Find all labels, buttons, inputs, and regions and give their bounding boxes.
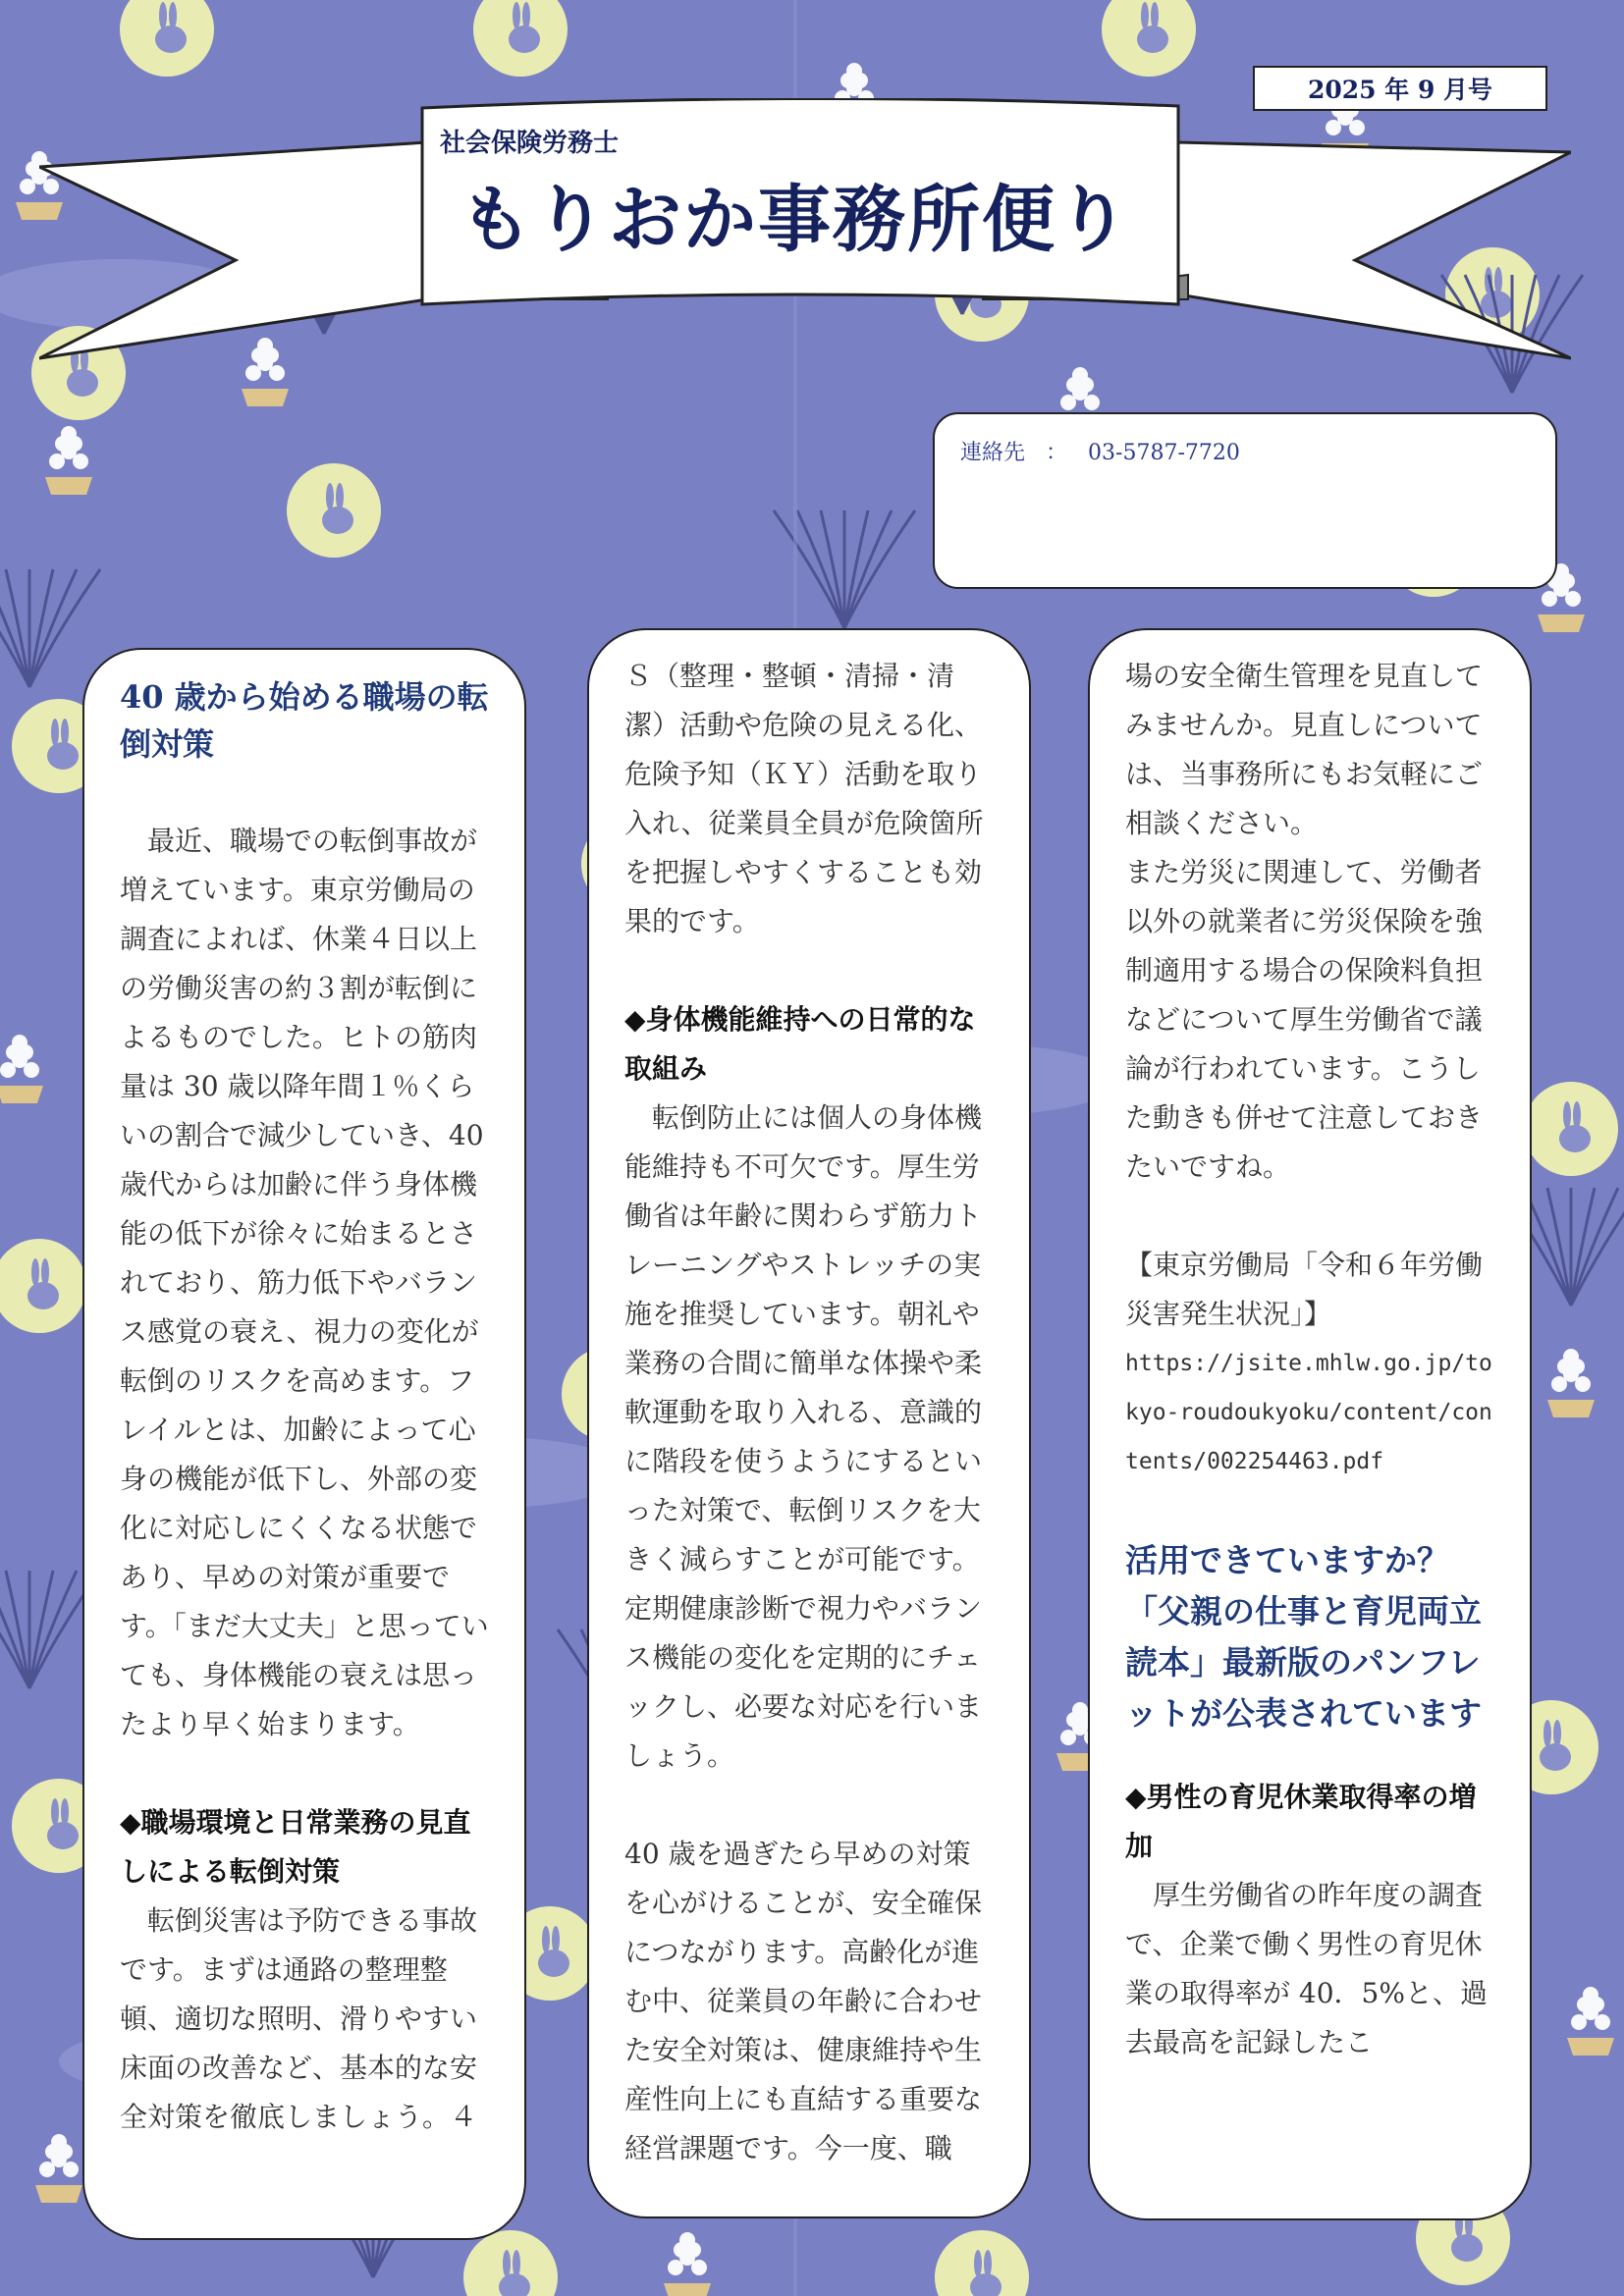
section-heading: ◆身体機能維持への日常的な取組み <box>624 1003 976 1085</box>
section-text: 転倒災害は予防できる事故です。まずは通路の整理整頓、適切な照明、滑りやすい床面の改善など、基本的な安全対策を徹底しましょう。４ <box>120 1904 478 2133</box>
contact-phone: 03-5787-7720 <box>1088 441 1240 465</box>
banner-subtitle: 社会保険労務士 <box>440 129 620 158</box>
section-heading: ◆男性の育児休業取得率の増加 <box>1125 1781 1477 1862</box>
continued-text: Ｓ（整理・整頓・清掃・清潔）活動や危険の見える化、危険予知（ＫＹ）活動を取り入れ、従業員全員が危険箇所を把握しやすくすることも効果的です。 <box>624 660 984 937</box>
source-citation: 【東京労働局「令和６年労働災害発生状況」】 <box>1125 1249 1484 1330</box>
article-heading-2: 活用できていますか？「父親の仕事と育児両立読本」最新版のパンフレットが公表されています <box>1125 1541 1482 1733</box>
contact-label: 連絡先 <box>960 441 1026 465</box>
section-heading: ◆職場環境と日常業務の見直しによる転倒対策 <box>120 1806 471 1888</box>
continued-text: 場の安全衛生管理を見直してみませんか。見直しについては、当事務所にもお気軽にご相談ください。 <box>1125 660 1484 839</box>
contact-box <box>933 412 1557 589</box>
article-intro: 最近、職場での転倒事故が増えています。東京労働局の調査によれば、休業４日以上の労働災害の約３割が転倒によるものでした。ヒトの筋肉量は 30 歳以降年間１％くらいの割合で減少していき、40 歳代からは加齢に伴う身体機能の低下が徐々に始まるとされており、筋力低下やバランス感覚の衰え、視力の変化が転倒のリスクを高めます。フレイルとは、加齢によって心身の機能が低下し、外部の変化に対応しにくくなる状態であり、早めの対策が重要です。「まだ大丈夫」と思っていても、身体機能の衰えは思ったより早く始まります。 <box>120 825 489 1740</box>
newsletter-title: もりおか事務所便り <box>460 178 1131 262</box>
article-column-2 <box>587 628 1031 2218</box>
article-column-3 <box>1088 628 1532 2220</box>
issue-date-label: 2025 年 9 月号 <box>1253 66 1547 111</box>
section-text: 厚生労働省の昨年度の調査で、企業で働く男性の育児休業の取得率が 40．5%と、過去最高を記録したこ <box>1125 1879 1488 2058</box>
source-url[interactable]: https://jsite.mhlw.go.jp/tokyo-roudoukyoku/content/contents/002254463.pdf <box>1125 1351 1492 1474</box>
closing-text: 40 歳を過ぎたら早めの対策を心がけることが、安全確保につながります。高齢化が進む中、従業員の年齢に合わせた安全対策は、健康維持や生産性向上にも直結する重要な経営課題です。今一度、職 <box>624 1838 983 2164</box>
section-text: 転倒防止には個人の身体機能維持も不可欠です。厚生労働省は年齢に関わらず筋力トレーニングやストレッチの実施を推奨しています。朝礼や業務の合間に簡単な体操や柔軟運動を取り入れる、意識的に階段を使うようにするといった対策で、転倒リスクを大きく減らすことが可能です。定期健康診断で視力やバランス機能の変化を定期的にチェックし、必要な対応を行いましょう。 <box>624 1101 983 1772</box>
labor-insurance-text: また労災に関連して、労働者以外の就業者に労災保険を強制適用する場合の保険料負担などについて厚生労働省で議論が行われています。こうした動きも併せて注意しておきたいですね。 <box>1125 856 1484 1183</box>
article-column-1 <box>82 648 526 2240</box>
article-heading: 40 歳から始める職場の転倒対策 <box>120 678 489 763</box>
contact-separator: ： <box>1046 441 1068 465</box>
